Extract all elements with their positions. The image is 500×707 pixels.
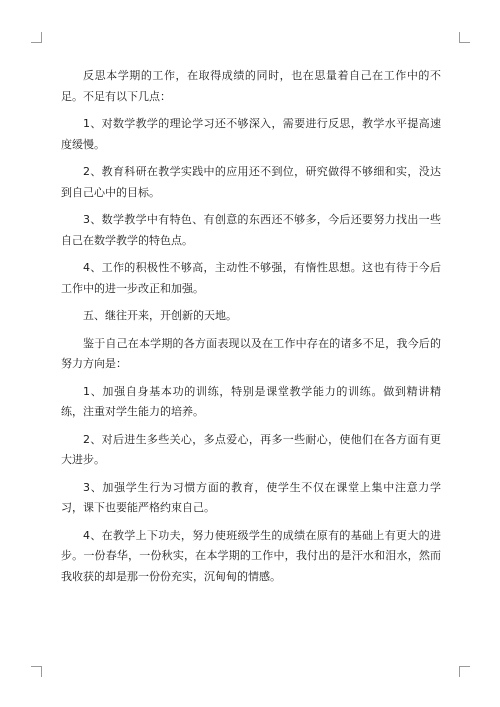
paragraph-shortcoming-1: 1、对数学教学的理论学习还不够深入，需要进行反思，教学水平提高速度缓慢。 [61,117,441,151]
crop-mark-top-right [459,32,470,43]
paragraph-shortcoming-2: 2、教育科研在教学实践中的应用还不到位，研究做得不够细和实，没达到自己心中的目标。 [61,165,441,199]
paragraph-direction-intro: 鉴于自己在本学期的各方面表现以及在工作中存在的诸多不足，我今后的努力方向是： [61,336,441,370]
paragraph-direction-1: 1、加强自身基本功的训练，特别是课堂教学能力的训练。做到精讲精练，注重对学生能力的培养。 [61,384,441,418]
paragraph-direction-2: 2、对后进生多些关心，多点爱心，再多一些耐心，使他们在各方面有更大进步。 [61,432,441,466]
crop-mark-bottom-left [31,666,42,677]
paragraph-shortcoming-3: 3、数学教学中有特色、有创意的东西还不够多，今后还要努力找出一些自己在数学教学的特色点。 [61,213,441,247]
paragraph-intro: 反思本学期的工作，在取得成绩的同时，也在思量着自己在工作中的不足。不足有以下几点： [61,69,441,103]
section-heading-five: 五、继往开来，开创新的天地。 [83,309,237,322]
paragraph-direction-4: 4、在教学上下功夫，努力使班级学生的成绩在原有的基础上有更大的进步。一份春华，一份秋实，在本学期的工作中，我付出的是汗水和泪水，然而我收获的却是那一份份充实，沉甸甸的情感。 [61,528,441,583]
document-body [61,66,441,594]
crop-mark-top-left [31,32,42,43]
paragraph-direction-3: 3、加强学生行为习惯方面的教育，使学生不仅在课堂上集中注意力学习，课下也要能严格约束自己。 [61,480,441,514]
crop-mark-bottom-right [459,666,470,677]
paragraph-shortcoming-4: 4、工作的积极性不够高，主动性不够强，有惰性思想。这也有待于今后工作中的进一步改正和加强。 [61,261,441,295]
